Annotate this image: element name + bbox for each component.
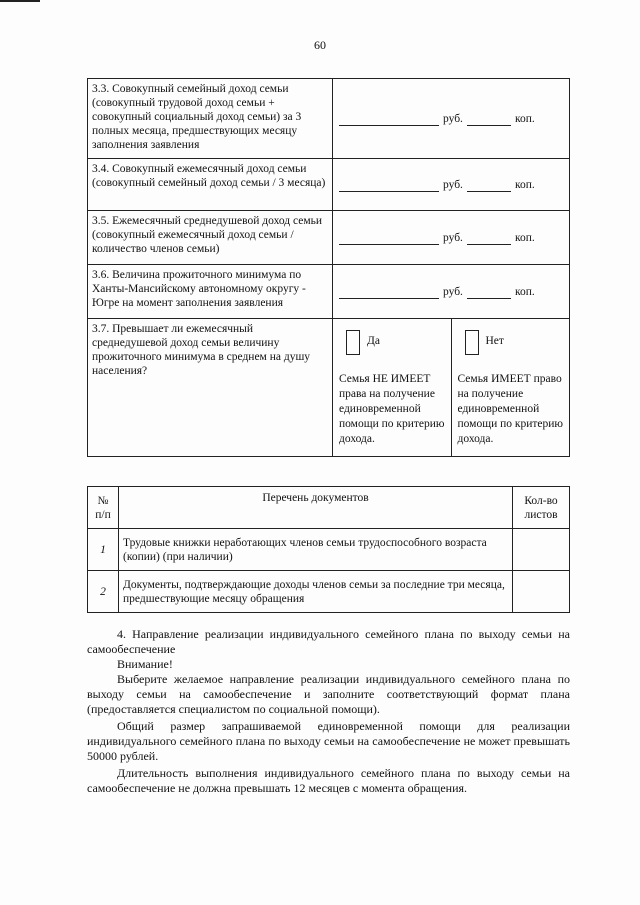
- amount-field[interactable]: [333, 79, 570, 159]
- amount-field[interactable]: [333, 211, 570, 265]
- rub-blank[interactable]: [339, 286, 439, 299]
- rub-label: руб.: [443, 178, 463, 191]
- amount-field[interactable]: [333, 159, 570, 211]
- attention-note: Внимание!: [117, 657, 173, 671]
- income-row-label: 3.4. Совокупный ежемесячный доход семьи (совокупный семейный доход семьи / 3 месяца): [88, 159, 333, 211]
- income-row-3-7: [88, 319, 570, 457]
- paragraph-choose-direction: Выберите желаемое направление реализации индивидуального семейного плана по выходу семьи на самообеспечение и заполните соответствующий формат плана (предоставляется специалистом по социальной помощи).: [87, 672, 570, 716]
- row-count-field[interactable]: [513, 571, 570, 613]
- rub-label: руб.: [443, 231, 463, 244]
- header-count: Кол-во листов: [513, 487, 570, 529]
- no-checkbox[interactable]: [465, 330, 479, 355]
- kop-blank[interactable]: [467, 232, 511, 245]
- row-num: 1: [88, 529, 119, 571]
- rub-blank[interactable]: [339, 113, 439, 126]
- table-row: [88, 529, 570, 571]
- income-row-3-4: [88, 159, 570, 211]
- yes-checkbox[interactable]: [346, 330, 360, 355]
- income-row-label: 3.5. Ежемесячный среднедушевой доход семьи (совокупный ежемесячный доход семьи / количество членов семьи): [88, 211, 333, 265]
- yes-option-cell: [333, 319, 452, 457]
- row-num: 2: [88, 571, 119, 613]
- section-4-heading: 4. Направление реализации индивидуального семейного плана по выходу семьи на самообеспечение: [87, 627, 570, 656]
- rub-blank[interactable]: [339, 179, 439, 192]
- header-list: Перечень документов: [119, 487, 513, 529]
- income-row-label: 3.3. Совокупный семейный доход семьи (совокупный трудовой доход семьи + совокупный социальный доход семьи) за 3 полных месяца, предшествующих месяцу заполнения заявления: [88, 79, 333, 159]
- row-text: Документы, подтверждающие доходы членов семьи за последние три месяца, предшествующие месяцу обращения: [119, 571, 513, 613]
- kop-label: коп.: [514, 112, 535, 125]
- yes-description: Семья НЕ ИМЕЕТ права на получение единовременной помощи по критерию дохода.: [339, 373, 445, 445]
- row-count-field[interactable]: [513, 529, 570, 571]
- row-text: Трудовые книжки неработающих членов семьи трудоспособного возраста (копии) (при наличии): [119, 529, 513, 571]
- paragraph-duration: Длительность выполнения индивидуального семейного плана по выходу семьи на самообеспечение не должна превышать 12 месяцев с момента обращения.: [87, 766, 570, 795]
- no-option-cell: [451, 319, 570, 457]
- paragraph-max-amount: Общий размер запрашиваемой единовременной помощи для реализации индивидуального семейного плана по выходу семьи на самообеспечение не может превышать 50000 рублей.: [87, 719, 570, 763]
- no-label: Нет: [485, 335, 504, 347]
- kop-label: коп.: [514, 178, 535, 191]
- table-row: [88, 571, 570, 613]
- amount-field[interactable]: [333, 265, 570, 319]
- income-row-3-5: [88, 211, 570, 265]
- rub-label: руб.: [443, 112, 463, 125]
- page-number: 60: [314, 38, 326, 52]
- header-num: № п/п: [88, 487, 119, 529]
- kop-label: коп.: [514, 231, 535, 244]
- no-description: Семья ИМЕЕТ право на получение единовременной помощи по критерию дохода.: [457, 373, 563, 445]
- section-4: [87, 627, 570, 796]
- kop-label: коп.: [514, 285, 535, 298]
- documents-table: [87, 486, 570, 613]
- kop-blank[interactable]: [467, 179, 511, 192]
- kop-blank[interactable]: [467, 286, 511, 299]
- top-edge-mark: [0, 0, 40, 2]
- income-table: [87, 78, 570, 457]
- income-row-3-6: [88, 265, 570, 319]
- kop-blank[interactable]: [467, 113, 511, 126]
- income-row-label: 3.6. Величина прожиточного минимума по Ханты-Мансийскому автономному округу - Югре на момент заполнения заявления: [88, 265, 333, 319]
- documents-header-row: [88, 487, 570, 529]
- question-label: 3.7. Превышает ли ежемесячный среднедушевой доход семьи величину прожиточного минимума в среднем на душу населения?: [88, 319, 333, 457]
- rub-blank[interactable]: [339, 232, 439, 245]
- income-row-3-3: [88, 79, 570, 159]
- yes-label: Да: [367, 335, 380, 347]
- rub-label: руб.: [443, 285, 463, 298]
